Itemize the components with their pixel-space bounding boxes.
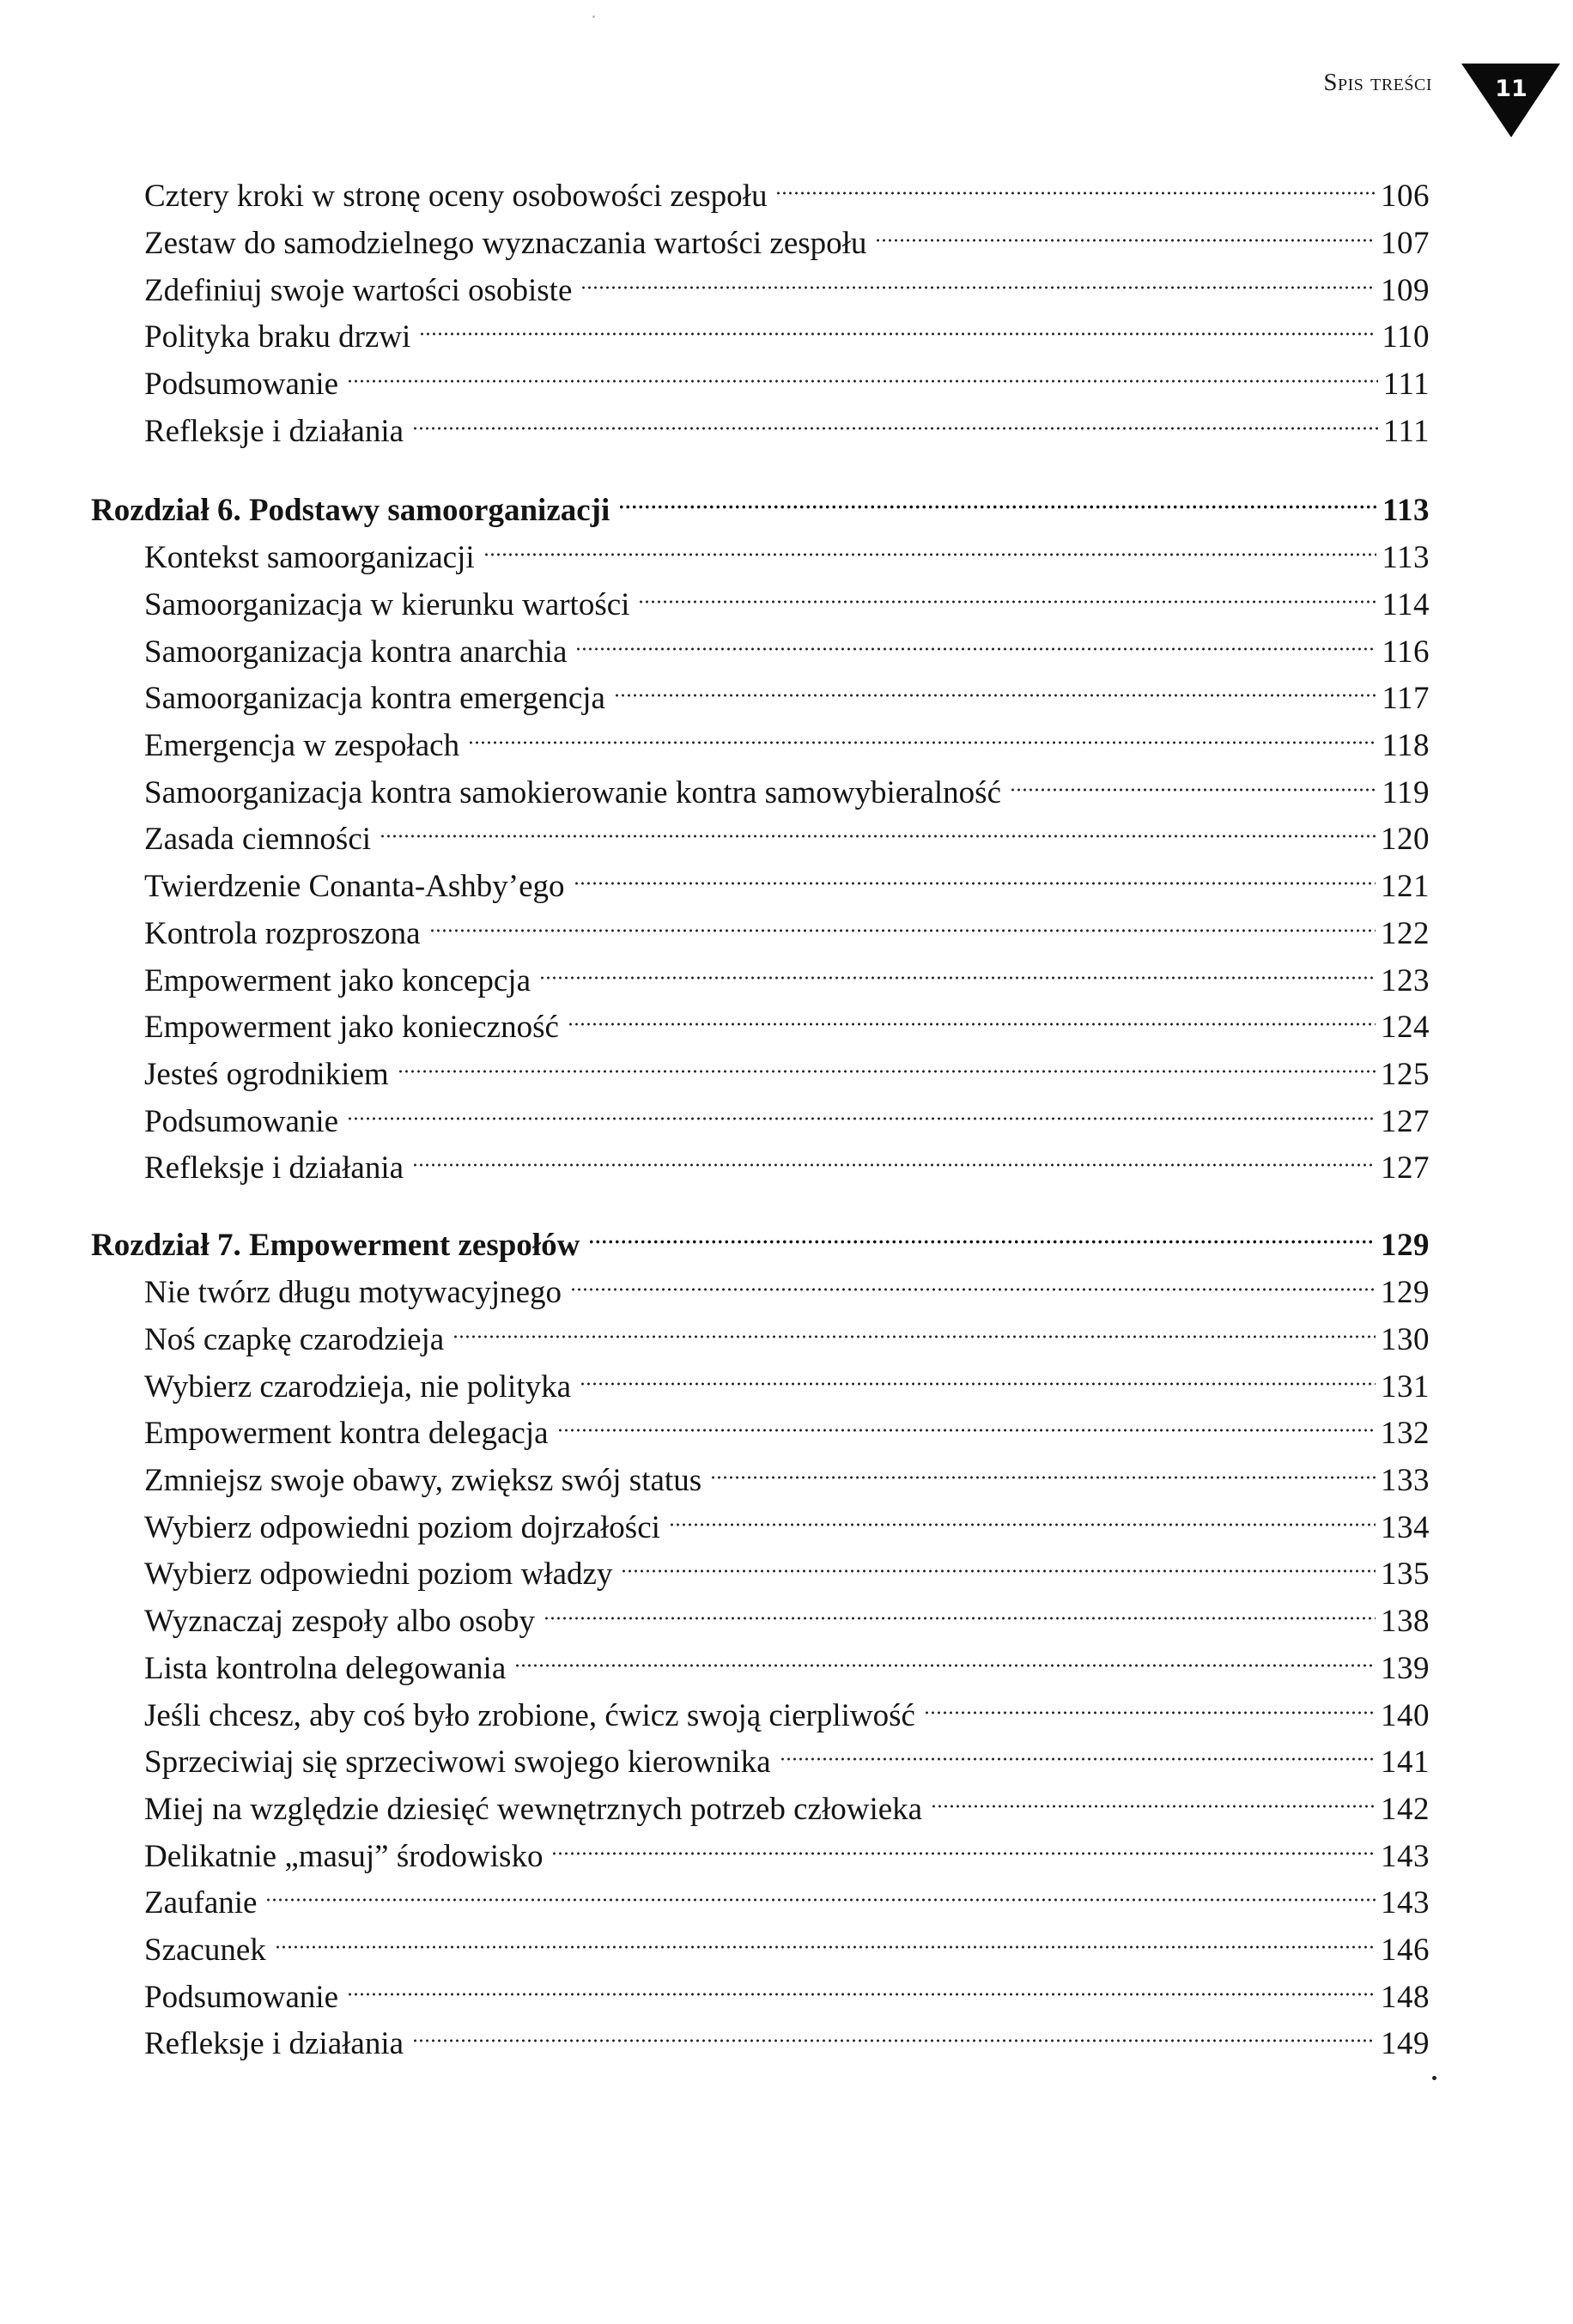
dot-leader [931, 1773, 1376, 1819]
toc-entry[interactable] [144, 662, 1430, 716]
toc-entry[interactable] [144, 1397, 1430, 1451]
page-number: 11 [1495, 76, 1527, 102]
toc-entry[interactable] [144, 160, 1430, 214]
toc-entry-title: Miej na względzie dziesięć wewnętrznych potrzeb człowieka [144, 1792, 923, 1827]
dot-leader [575, 616, 1376, 662]
toc-entry-title: Wyznaczaj zespoły albo osoby [144, 1604, 535, 1639]
toc-entry[interactable] [144, 991, 1430, 1045]
toc-entry-page: 129 [1381, 1275, 1430, 1310]
scan-speck [592, 15, 595, 18]
toc-entry[interactable] [144, 1726, 1430, 1780]
toc-entry[interactable] [144, 521, 1430, 575]
dot-leader [669, 1491, 1376, 1538]
toc-entry-page: 113 [1382, 540, 1430, 575]
toc-entry-page: 139 [1381, 1651, 1430, 1686]
dot-leader [419, 300, 1376, 347]
dot-leader [347, 1961, 1376, 2007]
toc-entry[interactable] [144, 803, 1430, 857]
toc-entry-page: 122 [1381, 916, 1430, 951]
toc-entry[interactable] [144, 1585, 1430, 1639]
dot-leader [621, 1538, 1376, 1584]
toc-entry-page: 134 [1381, 1510, 1430, 1545]
toc-entry-page: 123 [1381, 963, 1430, 998]
dot-leader [412, 395, 1378, 441]
toc-entry-page: 109 [1381, 273, 1430, 308]
toc-entry-page: 119 [1382, 775, 1430, 810]
toc-entry-page: 118 [1382, 728, 1430, 763]
toc-entry-page: 111 [1382, 414, 1430, 449]
toc-entry-page: 110 [1382, 319, 1430, 355]
dot-leader [1010, 756, 1376, 803]
toc-entry-title: Empowerment kontra delegacja [144, 1416, 549, 1451]
toc-entry-title: Wybierz odpowiedni poziom dojrzałości [144, 1510, 660, 1545]
toc-entry[interactable] [144, 709, 1430, 763]
toc-entry[interactable] [144, 1538, 1430, 1592]
dot-leader [347, 348, 1378, 394]
toc-entry-page: 148 [1381, 1980, 1430, 2015]
toc-entry-title: Jeśli chcesz, aby coś było zrobione, ćwicz swoją cierpliwość [144, 1698, 915, 1733]
running-header-title: Spis treści [1323, 69, 1432, 96]
toc-entry-title: Empowerment jako koncepcja [144, 963, 531, 998]
toc-entry-title: Szacunek [144, 1933, 266, 1968]
toc-entry-title: Twierdzenie Conanta-Ashby’ego [144, 869, 565, 904]
dot-leader [347, 1085, 1376, 1132]
toc-entry-page: 111 [1382, 367, 1430, 402]
toc-entry[interactable] [144, 2007, 1430, 2061]
toc-entry[interactable] [144, 1866, 1430, 1920]
toc-entry-title: Kontekst samoorganizacji [144, 540, 475, 575]
toc-entry-page: 149 [1381, 2026, 1430, 2061]
toc-entry-page: 132 [1381, 1416, 1430, 1451]
toc-entry[interactable] [144, 1085, 1430, 1139]
chapter-page: 129 [1381, 1228, 1430, 1263]
dot-leader [710, 1444, 1376, 1490]
toc-entry-page: 117 [1382, 681, 1430, 716]
toc-entry[interactable] [144, 756, 1430, 810]
dot-leader [580, 1350, 1376, 1397]
toc-entry-title: Sprzeciwiaj się sprzeciwowi swojego kierownika [144, 1745, 771, 1780]
dot-leader [483, 521, 1377, 567]
toc-entry[interactable] [144, 1303, 1430, 1357]
toc-entry[interactable] [144, 1820, 1430, 1874]
toc-chapter-heading[interactable] [91, 474, 1430, 528]
toc-entry-title: Wybierz czarodzieja, nie polityka [144, 1369, 572, 1405]
toc-entry-title: Noś czapkę czarodzieja [144, 1322, 445, 1357]
dot-leader [514, 1632, 1376, 1678]
dot-leader [638, 568, 1376, 615]
toc-entry-page: 107 [1381, 226, 1430, 261]
toc-entry-page: 125 [1381, 1057, 1430, 1092]
toc-entry-page: 135 [1381, 1556, 1430, 1592]
toc-entry-page: 116 [1382, 634, 1430, 670]
toc-entry-title: Samoorganizacja kontra emergencja [144, 681, 605, 716]
dot-leader [551, 1820, 1376, 1866]
dot-leader [580, 254, 1376, 300]
toc-entry-page: 124 [1381, 1010, 1430, 1045]
toc-entry-page: 133 [1381, 1463, 1430, 1498]
dot-leader [539, 944, 1376, 991]
toc-entry-page: 141 [1381, 1745, 1430, 1780]
toc-entry[interactable] [144, 254, 1430, 308]
toc-entry-title: Samoorganizacja w kierunku wartości [144, 587, 630, 622]
dot-leader [618, 474, 1377, 520]
toc-entry-page: 131 [1381, 1369, 1430, 1405]
toc-entry[interactable] [144, 616, 1430, 670]
dot-leader [570, 1256, 1376, 1302]
toc-entry-page: 120 [1381, 822, 1430, 857]
dot-leader [614, 662, 1376, 708]
toc-entry[interactable] [144, 1444, 1430, 1498]
scan-speck [1432, 2076, 1436, 2080]
toc-entry[interactable] [144, 850, 1430, 904]
toc-entry-page: 127 [1381, 1150, 1430, 1186]
toc-entry-title: Samoorganizacja kontra anarchia [144, 634, 568, 670]
toc-entry[interactable] [144, 348, 1430, 402]
dot-leader [468, 709, 1376, 755]
dot-leader [875, 207, 1376, 253]
toc-entry-page: 142 [1381, 1792, 1430, 1827]
dot-leader [780, 1726, 1376, 1772]
dot-leader [568, 991, 1376, 1037]
chapter-title: Rozdział 6. Podstawy samoorganizacji [91, 493, 610, 528]
toc-entry[interactable] [144, 1132, 1430, 1186]
toc-entry-title: Delikatnie „masuj” środowisko [144, 1839, 544, 1874]
toc-chapter-heading[interactable] [91, 1209, 1430, 1263]
toc-entry[interactable] [144, 1350, 1430, 1405]
dot-leader [544, 1585, 1376, 1631]
dot-leader [588, 1209, 1376, 1255]
page-number-badge [1460, 60, 1563, 139]
dot-leader [275, 1914, 1376, 1960]
toc-entry-title: Wybierz odpowiedni poziom władzy [144, 1556, 613, 1592]
toc-entry-title: Refleksje i działania [144, 1150, 404, 1186]
toc-entry-title: Jesteś ogrodnikiem [144, 1057, 389, 1092]
toc-entry-title: Emergencja w zespołach [144, 728, 460, 763]
toc-entry[interactable] [144, 300, 1430, 355]
dot-leader [775, 160, 1376, 206]
chapter-title: Rozdział 7. Empowerment zespołów [91, 1228, 580, 1263]
toc-entry-title: Cztery kroki w stronę oceny osobowości zespołu [144, 179, 768, 214]
toc-entry-title: Refleksje i działania [144, 414, 404, 449]
toc-entry-page: 143 [1381, 1885, 1430, 1920]
dot-leader [452, 1303, 1376, 1350]
dot-leader [398, 1038, 1376, 1084]
toc-entry[interactable] [144, 1961, 1430, 2015]
toc-entry-title: Kontrola rozproszona [144, 916, 421, 951]
toc-entry-title: Zdefiniuj swoje wartości osobiste [144, 273, 573, 308]
toc-entry[interactable] [144, 944, 1430, 998]
toc-entry-title: Nie twórz długu motywacyjnego [144, 1275, 562, 1310]
toc-entry[interactable] [144, 1914, 1430, 1968]
dot-leader [412, 1132, 1376, 1178]
toc-entry[interactable] [144, 395, 1430, 449]
toc-entry-title: Lista kontrolna delegowania [144, 1651, 507, 1686]
toc-entry[interactable] [144, 568, 1430, 622]
toc-entry-title: Refleksje i działania [144, 2026, 404, 2061]
toc-entry[interactable] [144, 1038, 1430, 1092]
toc-entry-page: 106 [1381, 179, 1430, 214]
toc-entry-page: 140 [1381, 1698, 1430, 1733]
toc-entry-title: Zmniejsz swoje obawy, zwiększ swój status [144, 1463, 702, 1498]
toc-entry-title: Empowerment jako konieczność [144, 1010, 559, 1045]
toc-entry-page: 127 [1381, 1104, 1430, 1139]
toc-entry-page: 138 [1381, 1604, 1430, 1639]
toc-entry[interactable] [144, 897, 1430, 951]
toc-entry-title: Zasada ciemności [144, 822, 372, 857]
toc-entry[interactable] [144, 1679, 1430, 1733]
dot-leader [574, 850, 1376, 896]
dot-leader [380, 803, 1376, 849]
toc-entry-page: 114 [1382, 587, 1430, 622]
dot-leader [412, 2007, 1376, 2054]
toc-entry-title: Zestaw do samodzielnego wyznaczania wartości zespołu [144, 226, 867, 261]
toc-entry-title: Samoorganizacja kontra samokierowanie kontra samowybieralność [144, 775, 1001, 810]
dot-leader [429, 897, 1376, 944]
toc-entry[interactable] [144, 1773, 1430, 1827]
dot-leader [924, 1679, 1376, 1726]
dot-leader [557, 1397, 1376, 1443]
toc-entry-page: 146 [1381, 1933, 1430, 1968]
toc-entry-title: Podsumowanie [144, 1104, 339, 1139]
toc-entry-title: Polityka braku drzwi [144, 319, 411, 355]
toc-entry-title: Podsumowanie [144, 1980, 339, 2015]
toc-entry[interactable] [144, 1632, 1430, 1686]
toc-entry[interactable] [144, 1491, 1430, 1545]
toc-entry-page: 130 [1381, 1322, 1430, 1357]
toc-entry-page: 143 [1381, 1839, 1430, 1874]
toc-entry-title: Podsumowanie [144, 367, 339, 402]
toc-entry-title: Zaufanie [144, 1885, 258, 1920]
toc-entry[interactable] [144, 207, 1430, 261]
chapter-page: 113 [1382, 493, 1430, 528]
dot-leader [265, 1866, 1376, 1913]
toc-entry[interactable] [144, 1256, 1430, 1310]
toc-entry-page: 121 [1381, 869, 1430, 904]
